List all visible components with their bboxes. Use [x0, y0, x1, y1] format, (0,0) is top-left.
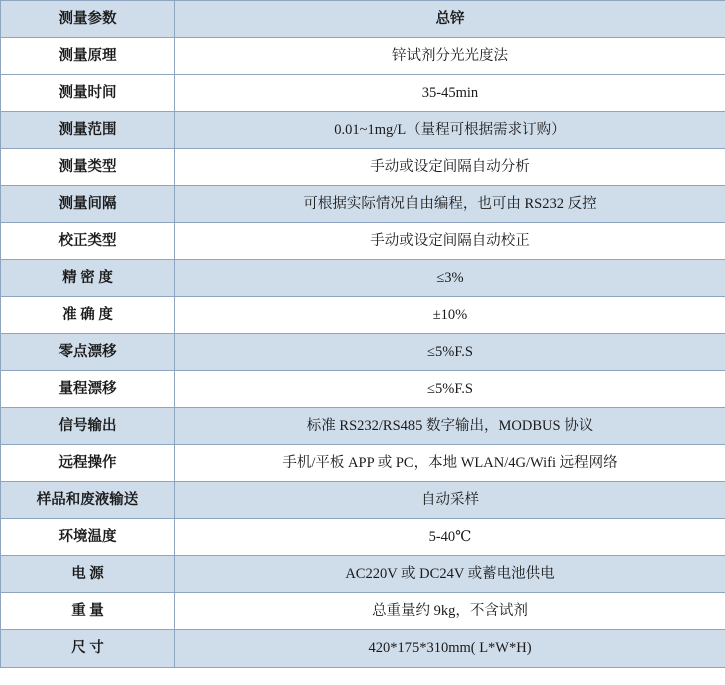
table-header-row	[1, 1, 725, 38]
row-value: 锌试剂分光光度法	[175, 38, 725, 75]
table-row	[1, 112, 725, 149]
row-label: 信号输出	[1, 408, 175, 445]
row-label: 测量类型	[1, 149, 175, 186]
row-value: 0.01~1mg/L（量程可根据需求订购）	[175, 112, 725, 149]
table-row	[1, 519, 725, 556]
row-label: 远程操作	[1, 445, 175, 482]
table-row	[1, 149, 725, 186]
table-row	[1, 75, 725, 112]
row-label: 重 量	[1, 593, 175, 630]
row-value: 35-45min	[175, 75, 725, 112]
row-value: 手动或设定间隔自动校正	[175, 223, 725, 260]
table-header-parameter: 测量参数	[1, 1, 175, 38]
table-row	[1, 223, 725, 260]
row-label: 测量原理	[1, 38, 175, 75]
row-value: 总重量约 9kg，不含试剂	[175, 593, 725, 630]
table-row	[1, 408, 725, 445]
row-value: 自动采样	[175, 482, 725, 519]
table-row	[1, 334, 725, 371]
table-row	[1, 593, 725, 630]
table-row	[1, 630, 725, 668]
table-row	[1, 371, 725, 408]
table-row	[1, 38, 725, 75]
table-row	[1, 556, 725, 593]
table-row	[1, 260, 725, 297]
table-row	[1, 297, 725, 334]
row-value: ≤5%F.S	[175, 371, 725, 408]
row-value: AC220V 或 DC24V 或蓄电池供电	[175, 556, 725, 593]
row-label: 量程漂移	[1, 371, 175, 408]
table-row	[1, 445, 725, 482]
row-label: 测量间隔	[1, 186, 175, 223]
row-label: 测量范围	[1, 112, 175, 149]
row-value: 手动或设定间隔自动分析	[175, 149, 725, 186]
row-value: ≤5%F.S	[175, 334, 725, 371]
table-header-value: 总锌	[175, 1, 725, 38]
row-value: 标准 RS232/RS485 数字输出，MODBUS 协议	[175, 408, 725, 445]
table-row	[1, 482, 725, 519]
row-label: 电 源	[1, 556, 175, 593]
row-value: 手机/平板 APP 或 PC，本地 WLAN/4G/Wifi 远程网络	[175, 445, 725, 482]
table-row	[1, 186, 725, 223]
row-value: ≤3%	[175, 260, 725, 297]
row-value: ±10%	[175, 297, 725, 334]
row-label: 环境温度	[1, 519, 175, 556]
row-value: 可根据实际情况自由编程，也可由 RS232 反控	[175, 186, 725, 223]
table-body	[1, 1, 725, 668]
row-label: 准 确 度	[1, 297, 175, 334]
row-label: 精 密 度	[1, 260, 175, 297]
row-label: 测量时间	[1, 75, 175, 112]
row-label: 零点漂移	[1, 334, 175, 371]
row-label: 校正类型	[1, 223, 175, 260]
row-label: 尺 寸	[1, 630, 175, 668]
row-value: 420*175*310mm( L*W*H)	[175, 630, 725, 668]
row-value: 5-40℃	[175, 519, 725, 556]
row-label: 样品和废液输送	[1, 482, 175, 519]
